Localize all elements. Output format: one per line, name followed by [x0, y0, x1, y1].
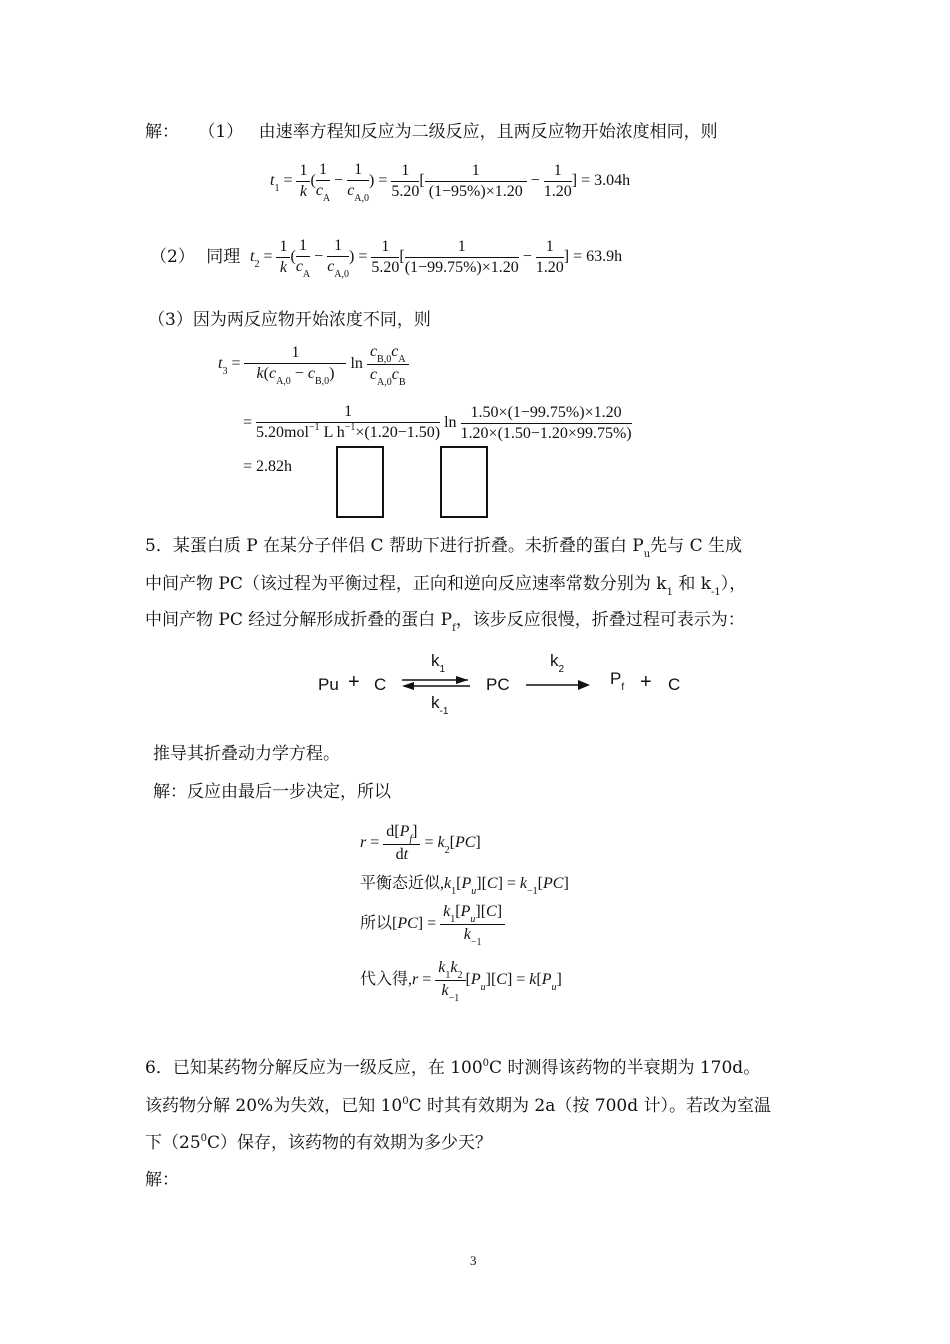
q5-solution-label: 解： [153, 782, 187, 802]
scheme-pc: PC [486, 675, 510, 694]
q6-line1 [145, 1056, 760, 1083]
scheme-c-1: C [374, 675, 387, 694]
q5-line3-text: 中间产物 PC 经过分解形成折叠的蛋白 P [145, 610, 453, 630]
scheme-pf [610, 669, 625, 693]
scheme-k2 [550, 651, 565, 675]
scheme-plus-2: + [640, 671, 652, 693]
q5-line3-sub: f [452, 623, 456, 634]
q6-solution-label: 解： [145, 1170, 179, 1190]
pc-expression: 所以[PC] = $\frac{k_1[P_u][C]}{k_{-1}}$ [360, 902, 505, 947]
q5-line2-sub1: 1 [666, 587, 673, 598]
q5-line3 [145, 608, 745, 635]
equation-t3-line1: $t_3$ = $\frac{1}{k(c_{A,0} - c_{B,0})}$ ln $\frac{c_{B,0}c_A}{c_{A,0}c_B}$ [218, 342, 409, 387]
part1-text: 由速率方程知反应为二级反应，且两反应物开始浓度相同，则 [258, 122, 718, 142]
reaction-scheme [300, 645, 720, 725]
scheme-k2-sub: 2 [558, 664, 565, 675]
q5-line1 [145, 534, 742, 561]
equation-t3-result: = 2.82h [243, 458, 293, 475]
forward-arrow [524, 679, 592, 691]
scheme-pf-sub: f [621, 682, 625, 693]
part2-text: 同理 [206, 247, 241, 267]
empty-box [336, 446, 384, 518]
q5-line1-sub: u [643, 549, 651, 560]
pc-prefix: 所以 [360, 915, 393, 933]
equation-t2-result: = 63.9h [573, 248, 623, 266]
equilibrium-arrow [400, 675, 472, 691]
equation-t1-result: = 3.04h [581, 172, 631, 190]
scheme-k2-letter: k [550, 651, 559, 670]
equation-t3-line2: = $\frac{1}{5.20mol^{-1} L h^{-1}\times(1.20-1.50)}$ ln $\frac{1.50\times(1-99.75\%)\times 1.20}{1.20\times(1.50-1.20\times 99.75\%)}$ [243, 403, 632, 442]
scheme-k1 [431, 651, 446, 675]
q6-line2-text: 该药物分解 20%为失效，已知 10 [145, 1096, 403, 1116]
rate-equation: r = $\frac{d[P_f]}{dt}$ = $k_2[PC]$ [360, 823, 481, 863]
q6-line1-text: 6．已知某药物分解反应为一级反应，在 100 [145, 1058, 483, 1078]
scheme-pu: Pu [318, 675, 339, 694]
q6-line3 [145, 1131, 492, 1158]
q6-line1-end: C 时测得该药物的半衰期为 170d。 [489, 1058, 761, 1078]
part1-number: （1） [198, 122, 244, 142]
q5-line2-sub2: -1 [711, 587, 721, 598]
q6-line3-end: C）保存，该药物的有效期为多少天？ [207, 1133, 493, 1153]
solution-label: 解： [145, 122, 179, 142]
scheme-k1-letter: k [431, 651, 440, 670]
final-rate-equation: 代入得,r = $\frac{k_1k_2}{k_{-1}}$ $[P_u][C] = k[P_u]$ [360, 959, 562, 1004]
q5-line1-text: 5．某蛋白质 P 在某分子伴侣 C 帮助下进行折叠。未折叠的蛋白 P [145, 536, 644, 556]
q6-line2-end: C 时其有效期为 2a（按 700d 计）。若改为室温 [408, 1096, 772, 1116]
q6-line3-sup: 0 [200, 1133, 208, 1144]
q5-solution-text: 反应由最后一步决定，所以 [187, 782, 391, 802]
q5-line2-text: 中间产物 PC（该过程为平衡过程，正向和逆向反应速率常数分别为 k [145, 574, 667, 594]
q6-line1-sup: 0 [482, 1058, 490, 1069]
scheme-pf-letter: P [610, 669, 622, 688]
q5-line1-end: 先与 C 生成 [650, 536, 742, 556]
part2-number: （2） [150, 247, 195, 267]
equation-t1: $t_1$ = $\frac{1}{k}$ ( $\frac{1}{c_A}$ − $\frac{1}{c_{A,0}}$ ) = $\frac{1}{5.20}$ [ $\frac{1}{(1-95\%)\times 1.20}$ − $\frac{1}{1.20}$ ] = 3.04h [270, 161, 631, 204]
scheme-k1-sub: 1 [439, 664, 446, 675]
q5-solution-line [153, 780, 391, 804]
scheme-k-minus1 [431, 693, 449, 717]
final-prefix: 代入得, [360, 971, 413, 989]
part3-text: （3）因为两反应物开始浓度不同，则 [148, 310, 431, 330]
page-number: 3 [470, 1253, 477, 1268]
scheme-km1-letter: k [431, 693, 440, 712]
q5-line2-mid: 和 k [672, 574, 712, 594]
q5-line2 [145, 572, 746, 599]
q6-line2-sup: 0 [402, 1096, 409, 1107]
q5-line3-end: ，该步反应很慢，折叠过程可表示为： [455, 610, 745, 630]
part2-label [150, 245, 240, 269]
equation-t2: $t_2$ = $\frac{1}{k}$ ( $\frac{1}{c_A}$ − $\frac{1}{c_{A,0}}$ ) = $\frac{1}{5.20}$ [ $\frac{1}{(1-99.75\%)\times 1.20}$ − $\frac{1}{1.20}$ ] = 63.9h [250, 237, 623, 280]
q5-ask: 推导其折叠动力学方程。 [153, 744, 340, 764]
q5-line2-end: ）， [720, 574, 747, 594]
solution-intro [145, 120, 718, 144]
scheme-plus-1: + [348, 671, 360, 693]
empty-box [440, 446, 488, 518]
equilibrium-approx: 平衡态近似$,k_1[P_u][C] = k_{-1}[PC]$ [360, 875, 569, 897]
scheme-c-2: C [668, 675, 681, 694]
q6-line3-text: 下（25 [145, 1133, 201, 1153]
scheme-km1-sub: -1 [439, 706, 449, 717]
q6-line2 [145, 1094, 771, 1121]
equilibrium-prefix: 平衡态近似, [360, 875, 445, 892]
